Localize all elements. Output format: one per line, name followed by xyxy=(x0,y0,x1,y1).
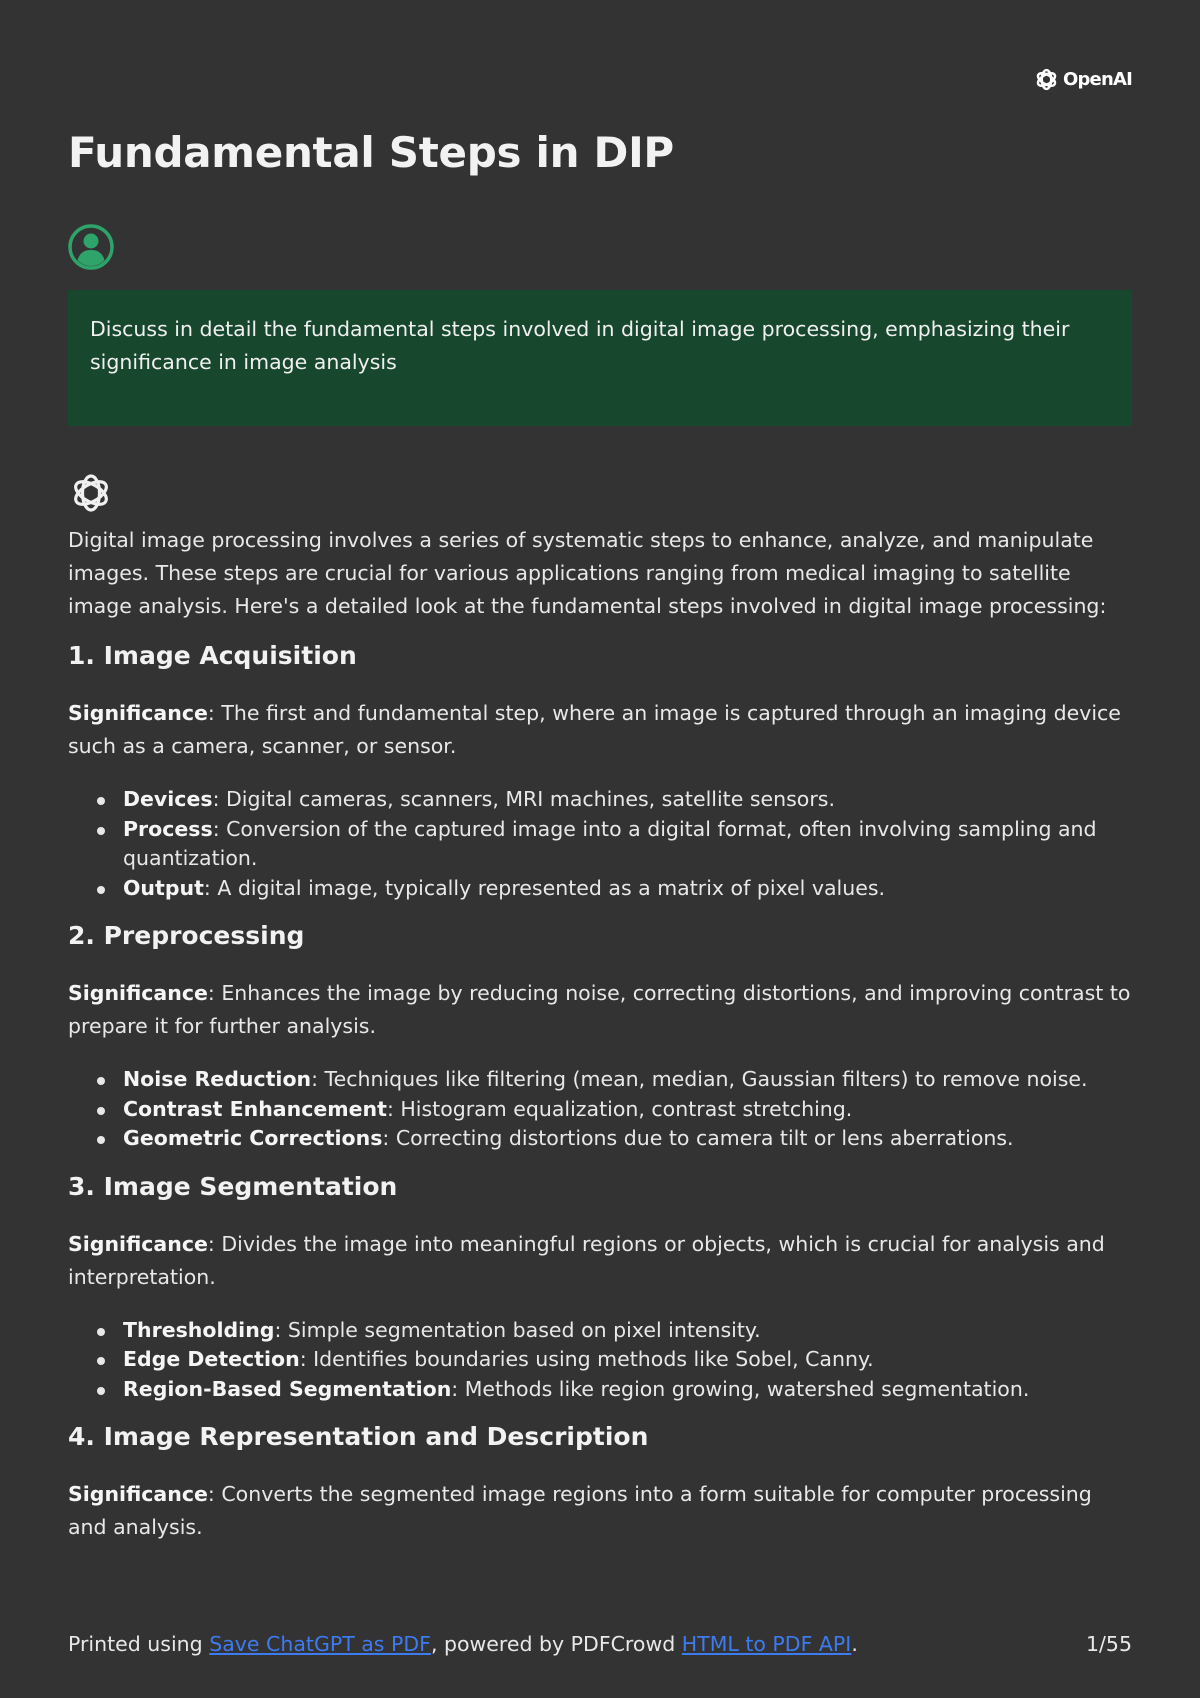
list-item-text: : Methods like region growing, watershed segmentation. xyxy=(451,1376,1030,1401)
section-heading: 2. Preprocessing xyxy=(68,921,305,950)
list-item-text: : Identifies boundaries using methods like Sobel, Canny. xyxy=(299,1347,874,1371)
openai-logo-text: OpenAI xyxy=(1062,69,1132,90)
bullet-list xyxy=(68,1316,1132,1405)
significance-paragraph xyxy=(68,697,1132,763)
list-item xyxy=(68,815,1132,874)
openai-logo xyxy=(1033,66,1132,93)
list-item xyxy=(68,874,1132,904)
significance-text: : Enhances the image by reducing noise, correcting distortions, and improving contrast to prepare it for further analysis. xyxy=(68,981,1131,1038)
page-title: Fundamental Steps in DIP xyxy=(68,128,674,177)
section-representation-description xyxy=(68,1420,1132,1544)
list-item-text: : Techniques like filtering (mean, median, Gaussian filters) to remove noise. xyxy=(311,1067,1088,1091)
section-image-segmentation xyxy=(68,1170,1132,1405)
section-heading: 4. Image Representation and Description xyxy=(68,1422,649,1451)
list-item-text: : A digital image, typically represented as a matrix of pixel values. xyxy=(203,875,886,900)
list-item xyxy=(68,1124,1132,1154)
list-item-label: Devices xyxy=(123,787,213,811)
significance-text: : The first and fundamental step, where an image is captured through an imaging device such as a camera, scanner, or sensor. xyxy=(68,701,1121,758)
list-item xyxy=(68,1065,1132,1095)
user-prompt-text: Discuss in detail the fundamental steps involved in digital image processing, emphasizing their significance in image analysis xyxy=(90,317,1070,374)
list-item-text: : Histogram equalization, contrast stretching. xyxy=(386,1096,853,1121)
document-page xyxy=(68,0,1132,1698)
significance-label: Significance xyxy=(68,1231,208,1256)
list-item-label: Process xyxy=(123,816,213,841)
list-item-text: : Digital cameras, scanners, MRI machines, satellite sensors. xyxy=(212,787,835,811)
section-heading: 3. Image Segmentation xyxy=(68,1171,398,1201)
page-footer xyxy=(68,1632,1132,1656)
chatgpt-logo-icon xyxy=(68,470,114,516)
list-item-text: : Correcting distortions due to camera tilt or lens aberrations. xyxy=(382,1126,1014,1150)
significance-text: : Converts the segmented image regions into a form suitable for computer processing and analysis. xyxy=(68,1482,1092,1539)
significance-paragraph xyxy=(68,1228,1132,1294)
list-item-label: Region-Based Segmentation xyxy=(123,1376,452,1401)
save-chatgpt-pdf-link[interactable]: Save ChatGPT as PDF xyxy=(209,1632,431,1656)
list-item-label: Edge Detection xyxy=(123,1347,300,1371)
footer-middle: , powered by PDFCrowd xyxy=(430,1632,682,1656)
list-item xyxy=(68,785,1132,815)
section-preprocessing xyxy=(68,919,1132,1154)
list-item-label: Thresholding xyxy=(123,1317,275,1342)
significance-paragraph xyxy=(68,1478,1132,1544)
significance-label: Significance xyxy=(68,701,208,725)
user-prompt xyxy=(68,290,1132,426)
significance-label: Significance xyxy=(68,981,208,1005)
page-number: 1/55 xyxy=(1085,1632,1132,1656)
footer-credits xyxy=(68,1632,858,1656)
openai-logo-icon xyxy=(1033,66,1060,93)
list-item-text: : Simple segmentation based on pixel intensity. xyxy=(274,1317,761,1342)
footer-suffix: . xyxy=(851,1632,858,1656)
bullet-list xyxy=(68,1065,1132,1154)
list-item-label: Contrast Enhancement xyxy=(123,1096,387,1121)
bullet-list xyxy=(68,785,1132,903)
footer-prefix: Printed using xyxy=(68,1632,210,1656)
section-heading: 1. Image Acquisition xyxy=(68,641,357,670)
html-to-pdf-api-link[interactable]: HTML to PDF API xyxy=(681,1632,852,1656)
intro-paragraph: Digital image processing involves a series of systematic steps to enhance, analyze, and manipulate images. These steps are crucial for various applications ranging from medical imaging to satellite image analysis. Here's a detailed look at the fundamental steps involved in digital image processing: xyxy=(68,528,1107,618)
list-item-label: Output xyxy=(123,875,204,900)
list-item xyxy=(68,1316,1132,1346)
list-item xyxy=(68,1345,1132,1375)
list-item-label: Geometric Corrections xyxy=(123,1126,383,1150)
significance-label: Significance xyxy=(68,1482,208,1506)
significance-text: : Divides the image into meaningful regions or objects, which is crucial for analysis and interpretation. xyxy=(68,1231,1105,1289)
list-item xyxy=(68,1095,1132,1125)
assistant-response xyxy=(68,524,1132,1566)
list-item-label: Noise Reduction xyxy=(123,1067,312,1091)
list-item-text: : Conversion of the captured image into a digital format, often involving sampling and quantization. xyxy=(123,816,1097,870)
section-image-acquisition xyxy=(68,639,1132,903)
user-avatar-icon xyxy=(68,224,114,270)
significance-paragraph xyxy=(68,977,1132,1043)
list-item xyxy=(68,1375,1132,1405)
